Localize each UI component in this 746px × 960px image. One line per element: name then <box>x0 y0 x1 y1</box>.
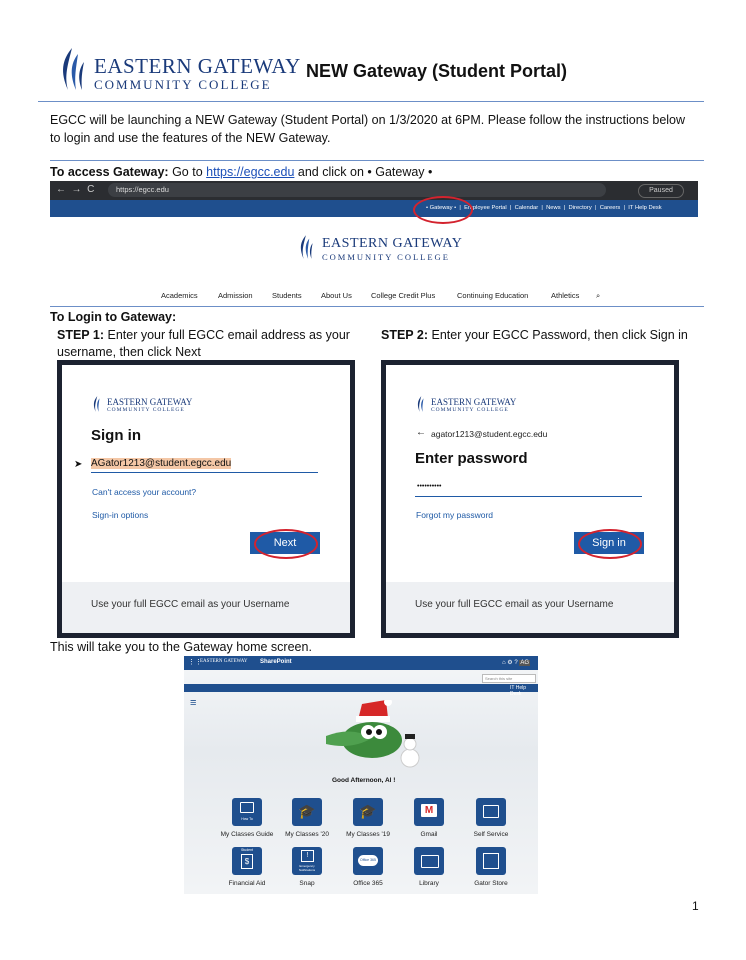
card2-footer-text: Use your full EGCC email as your Username <box>415 599 614 610</box>
browser-nav-icons: ← → C <box>56 184 95 195</box>
book-icon <box>421 855 439 868</box>
header-brand-line2: COMMUNITY COLLEGE <box>94 77 272 92</box>
portal-greeting: Good Afternoon, Al ! <box>332 777 396 784</box>
tile-office-365-inner: Office 365 <box>360 858 376 862</box>
label-library: Library <box>419 880 439 887</box>
email-value: AGator1213@student.egcc.edu <box>91 458 232 469</box>
tile-my-classes-20[interactable] <box>292 798 322 826</box>
paused-label: Paused <box>649 187 673 194</box>
portal-screenshot <box>184 656 538 894</box>
forgot-password-link[interactable]: Forgot my password <box>416 510 493 520</box>
nav-athletics[interactable]: Athletics <box>551 291 580 300</box>
portal-grid-icon[interactable]: ⋮⋮ <box>188 659 202 666</box>
portal-search-input[interactable] <box>482 674 536 683</box>
browser-paused <box>638 184 684 198</box>
nav-students[interactable]: Students <box>272 291 302 300</box>
portal-menu-icon[interactable]: ≡ <box>190 697 197 709</box>
page-title: NEW Gateway (Student Portal) <box>306 61 568 81</box>
tile-financial-aid[interactable] <box>232 847 262 875</box>
label-self-service: Self Service <box>473 831 509 838</box>
step1-instructions: Enter your full EGCC email address as your username, then click Next <box>57 328 350 359</box>
tile-my-classes-19[interactable] <box>353 798 383 826</box>
top-link-calendar[interactable]: Calendar <box>514 205 539 211</box>
site-brand-line2: COMMUNITY COLLEGE <box>322 252 450 262</box>
header-divider <box>38 101 704 102</box>
alert-icon: ! <box>301 850 314 862</box>
top-link-gateway[interactable]: • Gateway • <box>426 205 457 211</box>
password-input[interactable] <box>415 480 642 497</box>
tile-self-service[interactable] <box>476 798 506 826</box>
top-link-news[interactable]: News <box>546 205 561 211</box>
step1-text <box>57 327 367 361</box>
card1-brand2: COMMUNITY COLLEGE <box>107 407 185 413</box>
tile-snap[interactable] <box>292 847 322 875</box>
nav-continuing-education[interactable]: Continuing Education <box>457 291 529 300</box>
tile-library[interactable] <box>414 847 444 875</box>
address-text: https://egcc.edu <box>116 185 169 194</box>
card1-title: Sign in <box>91 427 141 444</box>
label-snap: Snap <box>299 880 315 887</box>
tile-my-classes-guide-inner: How To <box>241 817 253 821</box>
tile-office-365[interactable] <box>353 847 383 875</box>
header-brand-line1: EASTERN GATEWAY <box>94 54 301 78</box>
card2-logo-flame-icon <box>416 394 428 414</box>
portal-top-icons: ⌂ ⚙ ? AG <box>502 660 530 666</box>
login-heading: To Login to Gateway: <box>50 310 177 324</box>
next-button[interactable]: Next <box>250 532 320 554</box>
step2-instructions: Enter your EGCC Password, then click Sign in <box>431 328 688 342</box>
label-my-classes-guide: My Classes Guide <box>220 831 274 838</box>
portal-app-name: SharePoint <box>260 659 292 665</box>
label-financial-aid: Financial Aid <box>228 880 266 887</box>
nav-academics[interactable]: Academics <box>161 291 198 300</box>
card2-brand1: EASTERN GATEWAY <box>431 397 517 407</box>
tile-my-classes-guide[interactable] <box>232 798 262 826</box>
card2-back-email: agator1213@student.egcc.edu <box>431 429 548 439</box>
step2-label: STEP 2: <box>381 328 429 342</box>
nav-college-credit-plus[interactable]: College Credit Plus <box>371 291 436 300</box>
intro-paragraph: EGCC will be launching a NEW Gateway (Student Portal) on 1/3/2020 at 6PM. Please follow the instructions below to login and use the features of the NEW Gateway. <box>50 113 686 145</box>
access-text-before: Go to <box>172 165 203 179</box>
label-office-365: Office 365 <box>353 880 383 887</box>
gateway-highlight-circle <box>413 196 473 224</box>
card2-title: Enter password <box>415 450 528 467</box>
intro-divider <box>50 160 704 161</box>
label-my-classes-19: My Classes '19 <box>346 831 390 838</box>
top-link-directory[interactable]: Directory <box>568 205 592 211</box>
label-gator-store: Gator Store <box>474 880 508 887</box>
browser-divider <box>50 306 704 307</box>
password-mask: •••••••••• <box>417 483 442 490</box>
cursor-icon: ➤ <box>74 459 83 470</box>
top-link-it-help[interactable]: IT Help Desk <box>628 205 662 211</box>
nav-about-us[interactable]: About Us <box>321 291 352 300</box>
top-link-employee[interactable]: Employee Portal <box>464 205 507 211</box>
back-arrow-icon[interactable]: ← <box>416 427 426 438</box>
access-label: To access Gateway: <box>50 165 169 179</box>
tile-snap-inner: Emergency Notifications <box>298 864 316 872</box>
access-line <box>50 165 432 179</box>
browser-address-bar[interactable] <box>108 183 606 197</box>
nav-admission[interactable]: Admission <box>218 291 253 300</box>
label-my-classes-20: My Classes '20 <box>285 831 329 838</box>
signin-options-link[interactable]: Sign-in options <box>92 510 149 520</box>
portal-search-placeholder: Search this site <box>485 676 513 681</box>
site-brand-line1: EASTERN GATEWAY <box>322 236 463 251</box>
card2-footer <box>386 582 674 633</box>
access-text-after: and click on • Gateway • <box>297 165 433 179</box>
portal-help-bar <box>184 684 538 692</box>
step1-label: STEP 1: <box>57 328 105 342</box>
next-highlight-circle <box>254 529 318 559</box>
card1-footer <box>62 582 350 633</box>
egcc-url-link[interactable]: https://egcc.edu <box>206 165 295 179</box>
gmail-icon: M <box>421 804 437 817</box>
video-icon <box>240 802 254 813</box>
portal-it-help-link[interactable]: IT Help Desk <box>510 685 527 697</box>
top-links: • Gateway • | Employee Portal | Calendar | News | Directory | Careers | IT Help Desk <box>426 205 662 211</box>
site-logo-flame-icon <box>298 232 316 262</box>
top-link-careers[interactable]: Careers <box>599 205 621 211</box>
signin-button[interactable]: Sign in <box>574 532 644 554</box>
dollar-icon: $ <box>241 854 253 869</box>
tile-gator-store[interactable] <box>476 847 506 875</box>
email-input[interactable] <box>91 456 318 473</box>
card1-brand1: EASTERN GATEWAY <box>107 397 193 407</box>
graduation-cap-icon: 🎓 <box>298 803 316 819</box>
gator-mascot-icon <box>322 700 422 778</box>
signin-highlight-circle <box>578 529 642 559</box>
id-card-icon <box>483 805 499 818</box>
tile-gmail[interactable] <box>414 798 444 826</box>
store-icon <box>483 853 499 869</box>
graduation-cap-icon-2: 🎓 <box>359 803 377 819</box>
nav-search-icon[interactable]: ⌕ <box>596 291 601 300</box>
home-screen-text: This will take you to the Gateway home screen. <box>50 640 312 654</box>
step2-text <box>381 327 701 344</box>
egcc-logo-flame-icon <box>58 46 90 92</box>
portal-brand: EASTERN GATEWAY <box>200 659 248 664</box>
page-number: 1 <box>692 899 699 913</box>
cant-access-link[interactable]: Can't access your account? <box>92 487 197 497</box>
tile-financial-aid-inner: Student <box>240 848 254 852</box>
card2-brand2: COMMUNITY COLLEGE <box>431 407 509 413</box>
card1-logo-flame-icon <box>92 394 104 414</box>
label-gmail: Gmail <box>420 831 438 838</box>
card1-footer-text: Use your full EGCC email as your Username <box>91 599 290 610</box>
